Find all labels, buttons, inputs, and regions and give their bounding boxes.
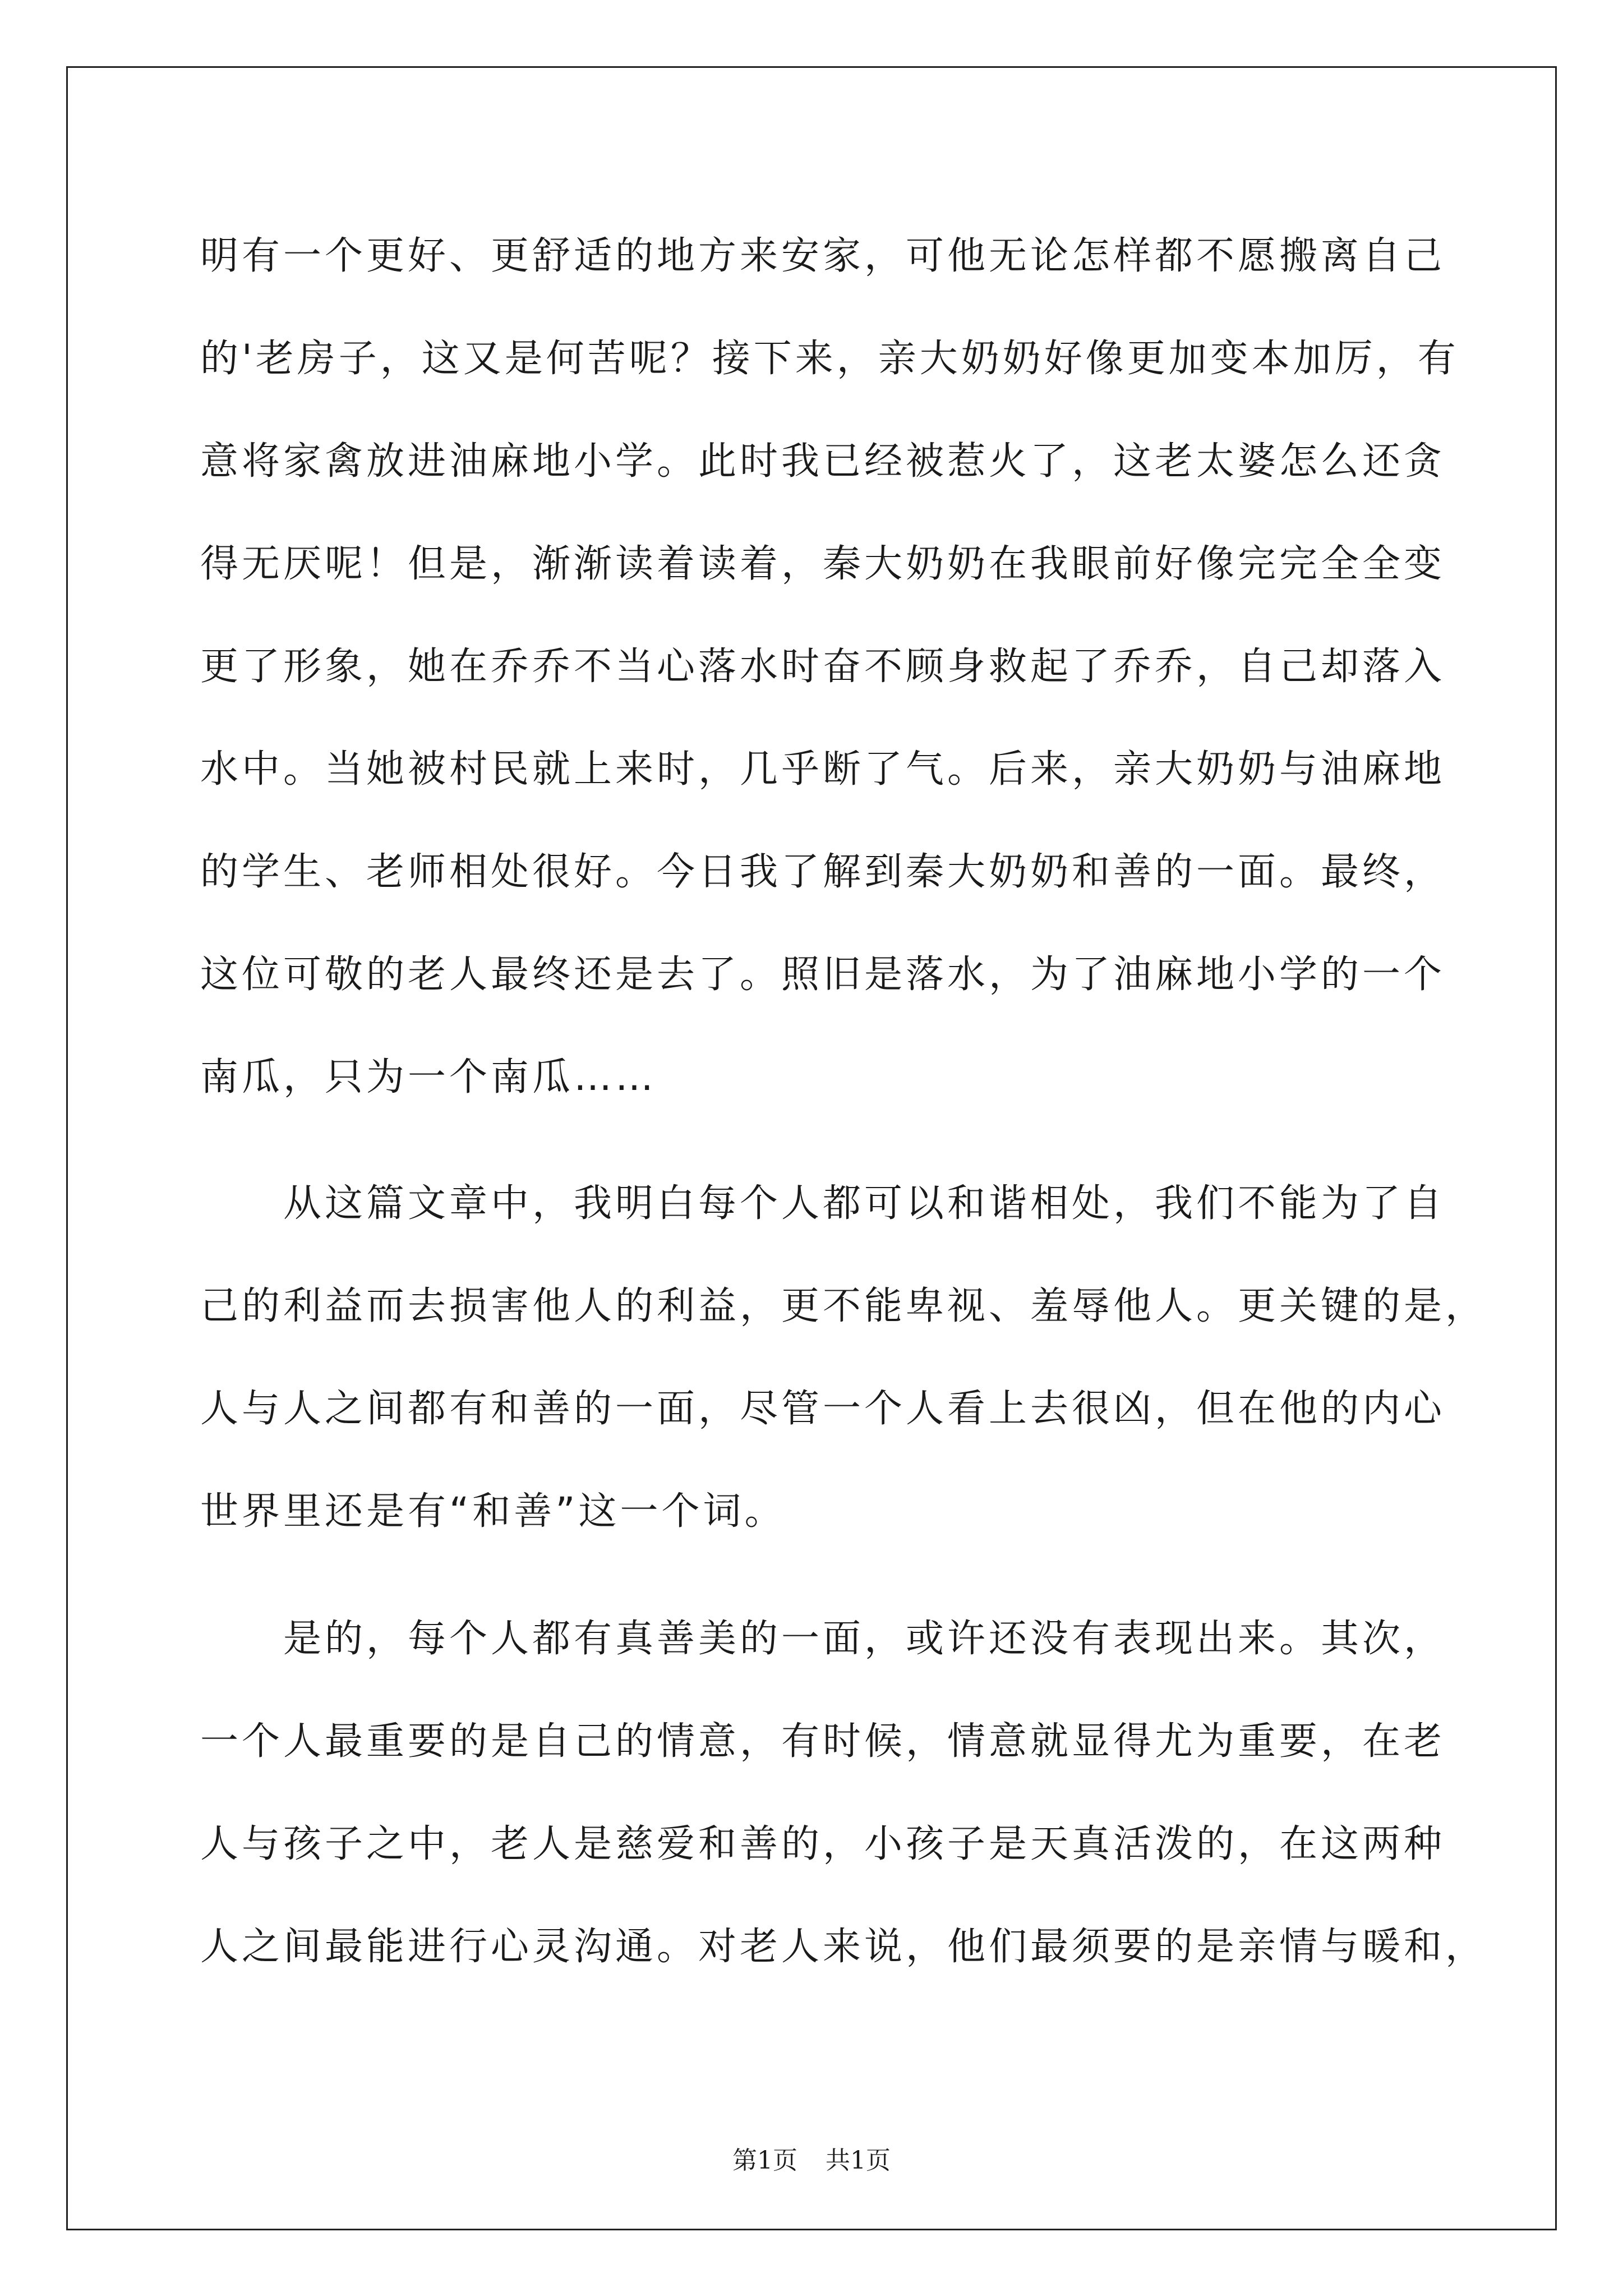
text-line: 从这篇文章中，我明白每个人都可以和谐相处，我们不能为了自 bbox=[200, 1181, 1446, 1226]
text-line: 明有一个更好、更舒适的地方来安家，可他无论怎样都不愿搬离自己 bbox=[200, 234, 1446, 278]
text-line: 是的，每个人都有真善美的一面，或许还没有表现出来。其次， bbox=[200, 1617, 1446, 1661]
text-line: 人与孩子之中，老人是慈爱和善的，小孩子是天真活泼的，在这两种 bbox=[200, 1822, 1446, 1866]
text-line: 人之间最能进行心灵沟通。对老人来说，他们最须要的是亲情与暖和， bbox=[200, 1925, 1487, 1969]
page-border bbox=[66, 66, 1557, 2230]
text-line: 更了形象，她在乔乔不当心落水时奋不顾身救起了乔乔，自己却落入 bbox=[200, 645, 1446, 689]
text-line: 世界里还是有“和善”这一个词。 bbox=[200, 1489, 786, 1534]
text-line: 南瓜，只为一个南瓜…… bbox=[200, 1055, 657, 1099]
page-footer bbox=[0, 2140, 1623, 2176]
text-line: 得无厌呢！但是，渐渐读着读着，秦大奶奶在我眼前好像完完全全变 bbox=[200, 542, 1446, 586]
text-line: 这位可敬的老人最终还是去了。照旧是落水，为了油麻地小学的一个 bbox=[200, 953, 1446, 997]
text-line: 一个人最重要的是自己的情意，有时候，情意就显得尤为重要，在老 bbox=[200, 1719, 1446, 1764]
text-line: 水中。当她被村民就上来时，几乎断了气。后来，亲大奶奶与油麻地 bbox=[200, 747, 1446, 792]
text-line: 己的利益而去损害他人的利益，更不能卑视、羞辱他人。更关键的是， bbox=[200, 1284, 1487, 1328]
page-total: 共1页 bbox=[826, 2146, 891, 2175]
text-line: 的'老房子，这又是何苦呢？接下来，亲大奶奶好像更加变本加厉，有 bbox=[200, 337, 1459, 381]
page-number: 第1页 bbox=[732, 2146, 797, 2175]
text-line: 人与人之间都有和善的一面，尽管一个人看上去很凶，但在他的内心 bbox=[200, 1387, 1446, 1431]
text-line: 意将家禽放进油麻地小学。此时我已经被惹火了，这老太婆怎么还贪 bbox=[200, 439, 1446, 484]
text-line: 的学生、老师相处很好。今日我了解到秦大奶奶和善的一面。最终， bbox=[200, 850, 1446, 894]
